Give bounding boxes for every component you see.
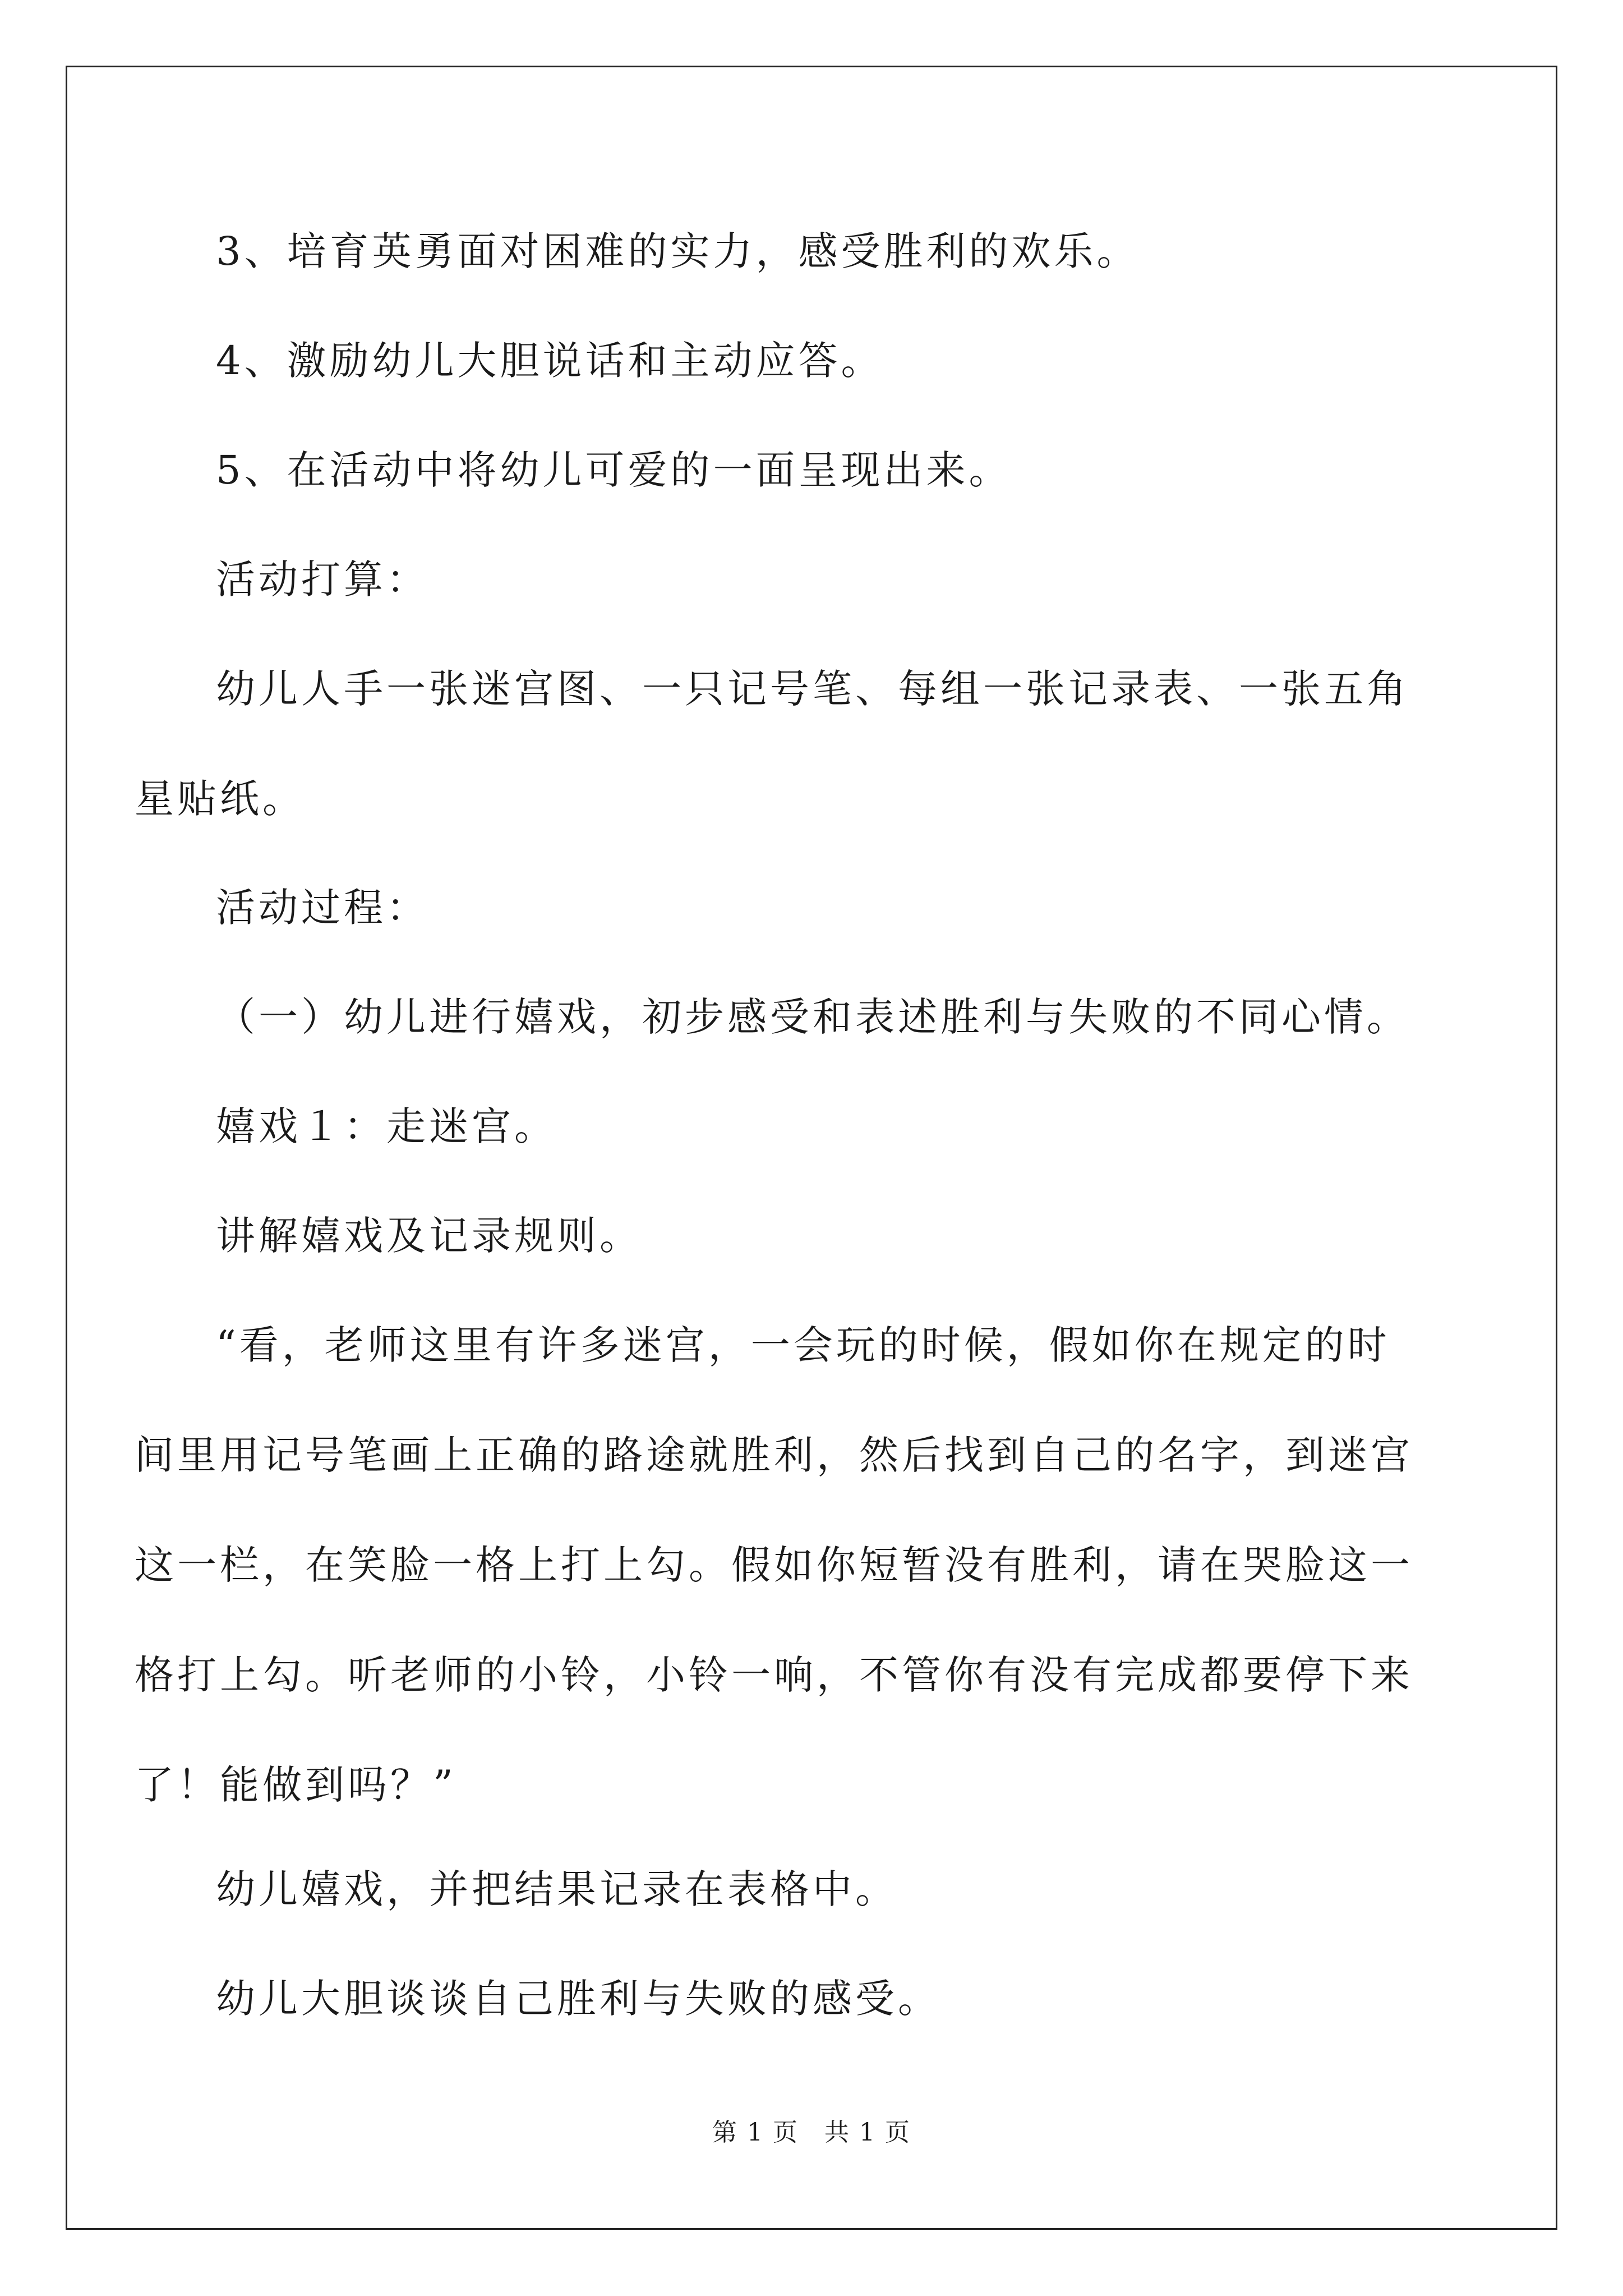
text-line: （一）幼儿进行嬉戏，初步感受和表述胜利与失败的不同心情。 [216, 994, 1409, 1040]
text-line: 活动过程： [216, 885, 429, 931]
paragraph-goal-5 [216, 415, 1500, 525]
text-line: 幼儿人手一张迷宫图、一只记号笔、每组一张记录表、一张五角 [216, 666, 1409, 712]
paragraph-rules [216, 1181, 1500, 1291]
text-line: 幼儿嬉戏，并把结果记录在表格中。 [216, 1866, 898, 1912]
heading-process [216, 853, 1500, 963]
paragraph-game-1 [216, 1071, 1500, 1181]
paragraph-feelings [216, 1944, 1500, 2054]
paragraph-goal-4 [216, 306, 1500, 416]
text-line: 间里用记号笔画上正确的路途就胜利，然后找到自己的名字，到迷宫 [135, 1432, 1413, 1478]
text-line: 星贴纸。 [135, 776, 305, 822]
text-line: 幼儿大胆谈谈自己胜利与失败的感受。 [216, 1976, 940, 2022]
text-line: 4、激励幼儿大胆说话和主动应答。 [216, 338, 884, 384]
heading-preparation [216, 524, 1500, 634]
text-line: 这一栏，在笑脸一格上打上勾。假如你短暂没有胜利，请在哭脸这一 [135, 1542, 1413, 1588]
text-line: 3、培育英勇面对困难的实力，感受胜利的欢乐。 [216, 228, 1140, 274]
paragraph-goal-3 [216, 196, 1500, 306]
paragraph-record [216, 1834, 1500, 1944]
page-number-footer: 第 1 页 共 1 页 [712, 2118, 911, 2147]
text-line: “看，老师这里有许多迷宫，一会玩的时候，假如你在规定的时 [216, 1322, 1390, 1368]
text-line: 嬉戏１：走迷宫。 [216, 1103, 557, 1149]
text-line: 格打上勾。听老师的小铃，小铃一响，不管你有没有完成都要停下来 [135, 1652, 1413, 1698]
paragraph-step-1 [216, 962, 1500, 1072]
text-line: 了！能做到吗？” [135, 1762, 457, 1808]
paragraph-materials [135, 634, 1419, 854]
text-line: 5、在活动中将幼儿可爱的一面呈现出来。 [216, 447, 1012, 493]
text-line: 讲解嬉戏及记录规则。 [216, 1213, 642, 1259]
paragraph-quote [135, 1290, 1419, 1840]
text-line: 活动打算： [216, 556, 429, 602]
